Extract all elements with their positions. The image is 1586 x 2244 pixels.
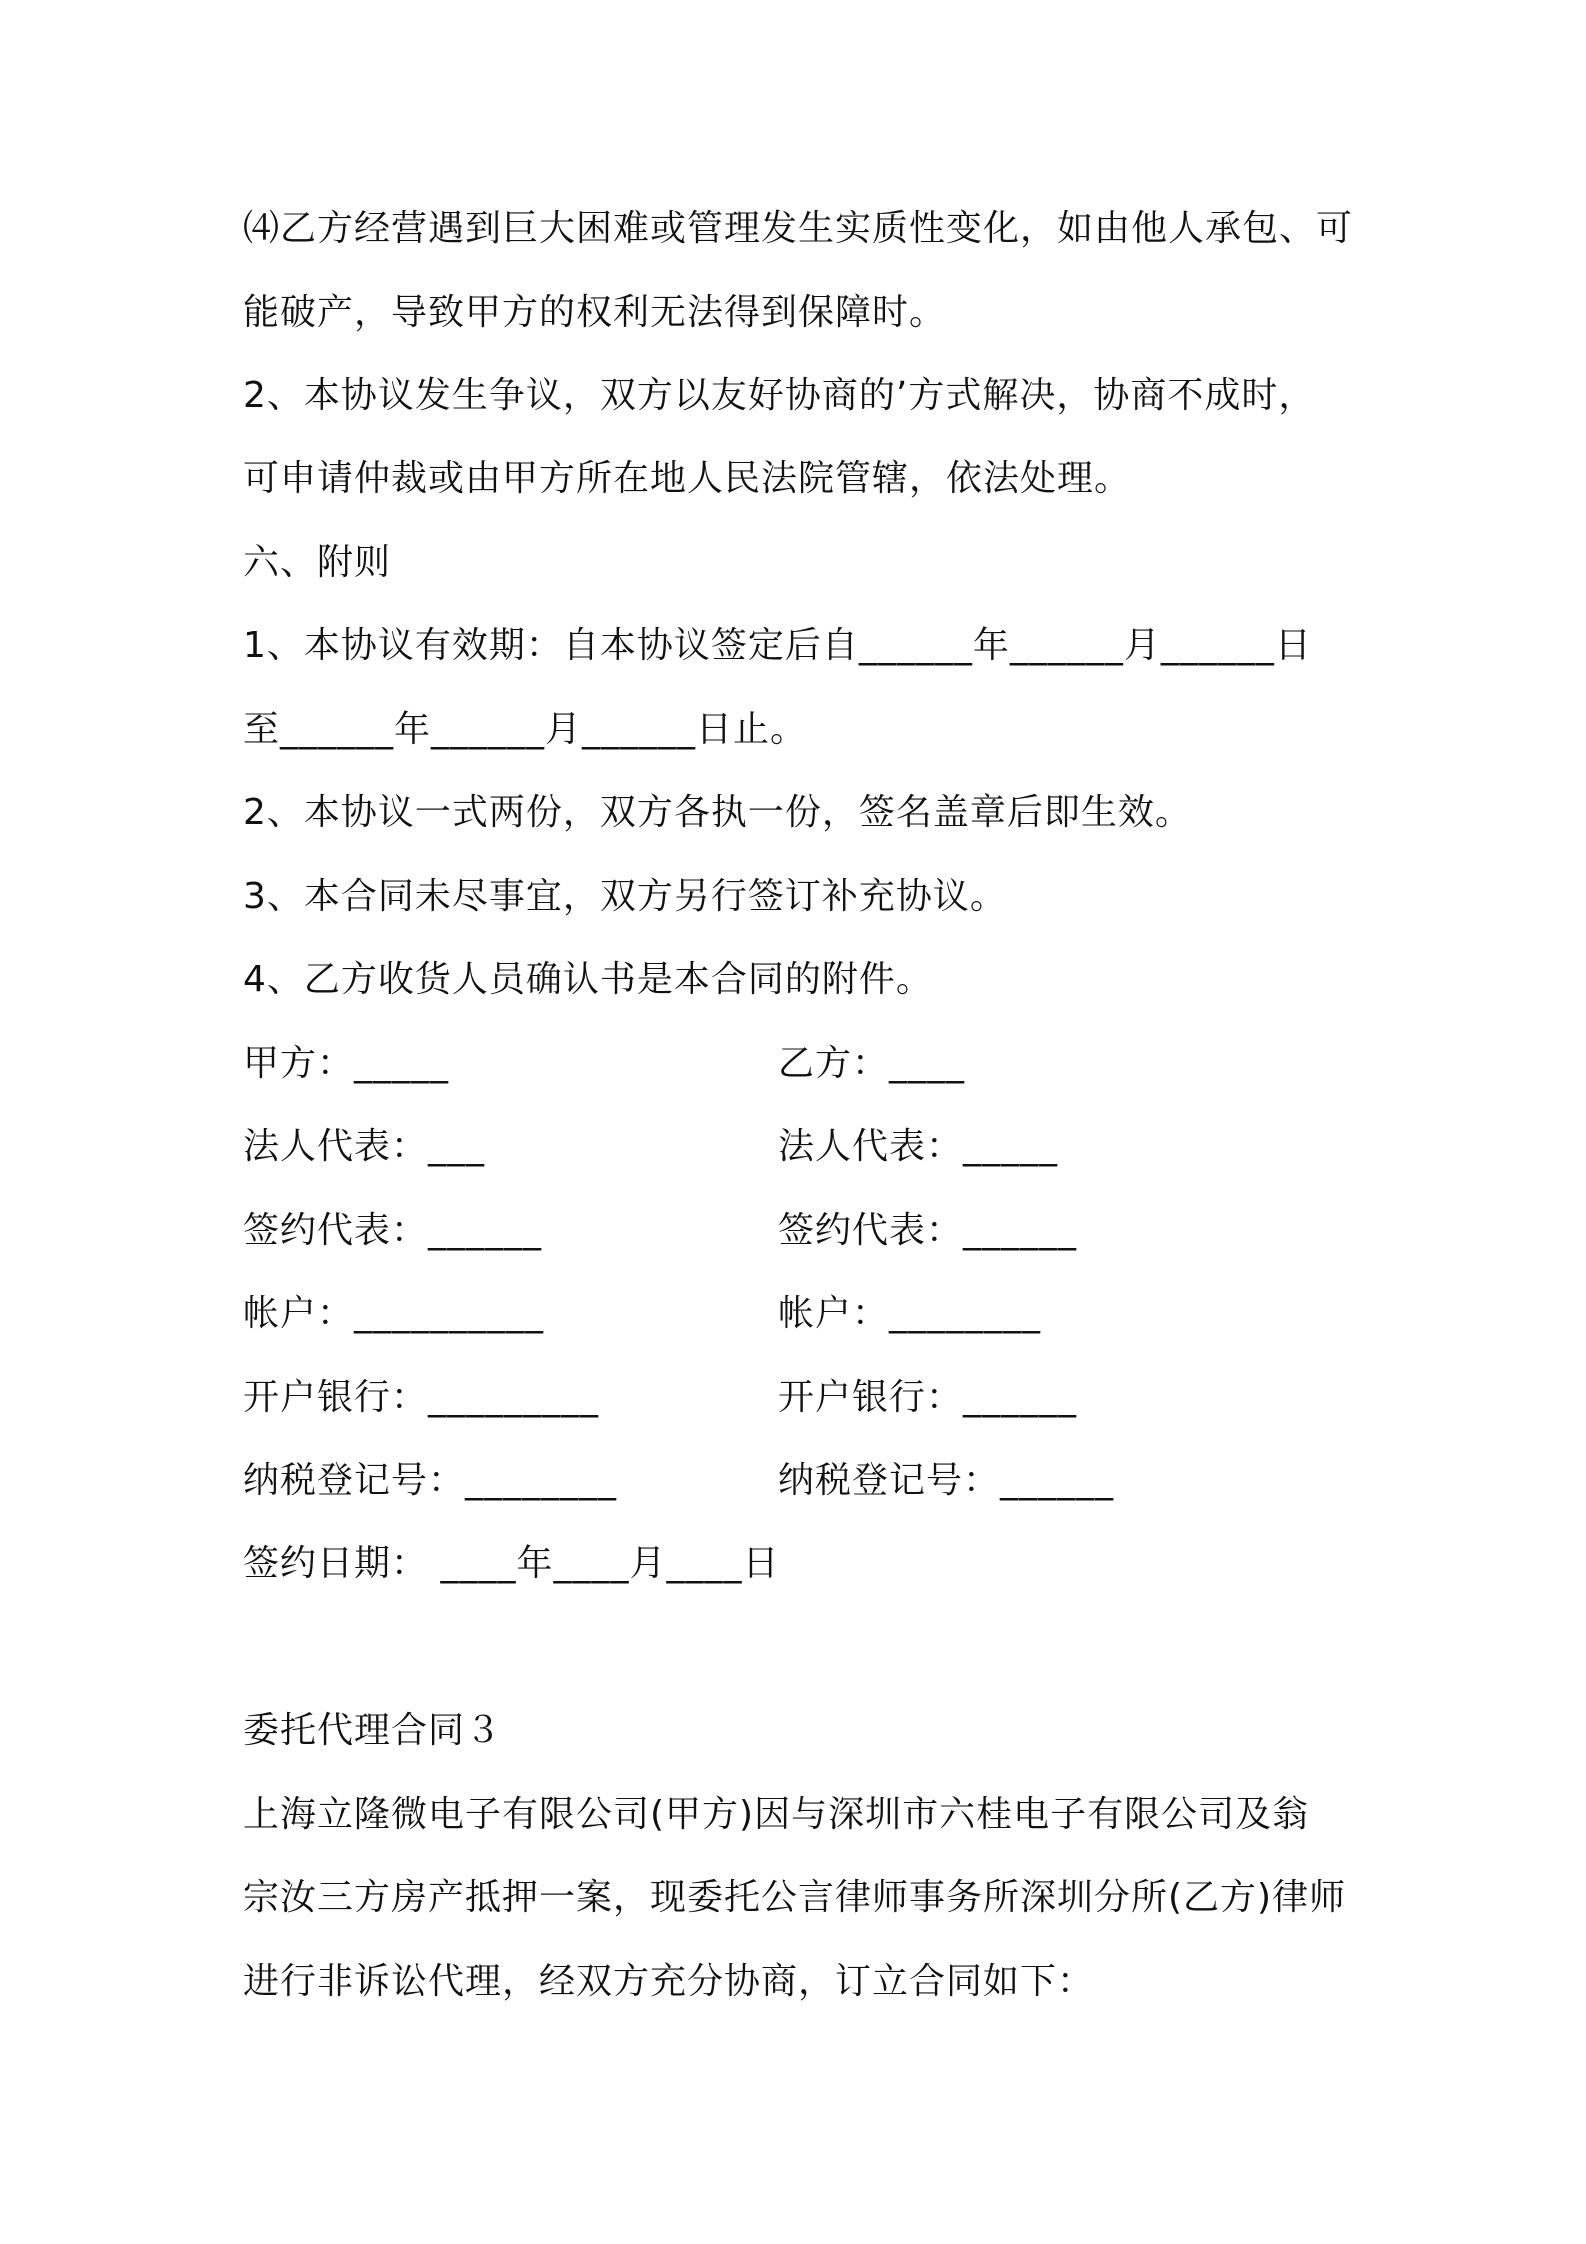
signature-date: 签约日期： ____年____月____日 (243, 1543, 780, 1584)
signature-bank-a: 开户银行：_________ (243, 1377, 600, 1418)
paragraph-line: 上海立隆微电子有限公司(甲方)因与深圳市六桂电子有限公司及翁 (243, 1794, 1310, 1835)
paragraph-line: 2、本协议发生争议，双方以友好协商的’方式解决，协商不成时， (243, 375, 1316, 416)
paragraph-line: 至______年______月______日止。 (243, 709, 808, 750)
signature-tax-id-a: 纳税登记号：________ (243, 1460, 618, 1501)
paragraph-line: 1、本协议有效期：自本协议签定后自______年______月______日 (243, 625, 1312, 666)
paragraph-line: 4、乙方收货人员确认书是本合同的附件。 (243, 959, 933, 1000)
signature-account-a: 帐户：__________ (243, 1293, 545, 1334)
signature-legal-rep-a: 法人代表：___ (243, 1126, 486, 1167)
paragraph-line: 可申请仲裁或由甲方所在地人民法院管辖，依法处理。 (243, 458, 1132, 499)
section-heading: 六、附则 (243, 542, 392, 583)
paragraph-line: 宗汝三方房产抵押一案，现委托公言律师事务所深圳分所(乙方)律师 (243, 1877, 1347, 1918)
signature-party-b: 乙方：____ (778, 1043, 966, 1084)
paragraph-line: 2、本协议一式两份，双方各执一份，签名盖章后即生效。 (243, 792, 1192, 833)
paragraph-line: 能破产，导致甲方的权利无法得到保障时。 (243, 292, 947, 333)
signature-legal-rep-b: 法人代表：_____ (778, 1126, 1059, 1167)
paragraph-line: ⑷乙方经营遇到巨大困难或管理发生实质性变化，如由他人承包、可 (243, 208, 1354, 249)
signature-account-b: 帐户：________ (778, 1293, 1042, 1334)
signature-bank-b: 开户银行：______ (778, 1377, 1078, 1418)
paragraph-line: 3、本合同未尽事宜，双方另行签订补充协议。 (243, 876, 1007, 917)
signature-signing-rep-a: 签约代表：______ (243, 1210, 543, 1251)
signature-party-a: 甲方：_____ (243, 1043, 450, 1084)
paragraph-line: 进行非诉讼代理，经双方充分协商，订立合同如下： (243, 1961, 1095, 2002)
signature-signing-rep-b: 签约代表：______ (778, 1210, 1078, 1251)
signature-tax-id-b: 纳税登记号：______ (778, 1460, 1115, 1501)
section-title: 委托代理合同３ (243, 1710, 503, 1751)
